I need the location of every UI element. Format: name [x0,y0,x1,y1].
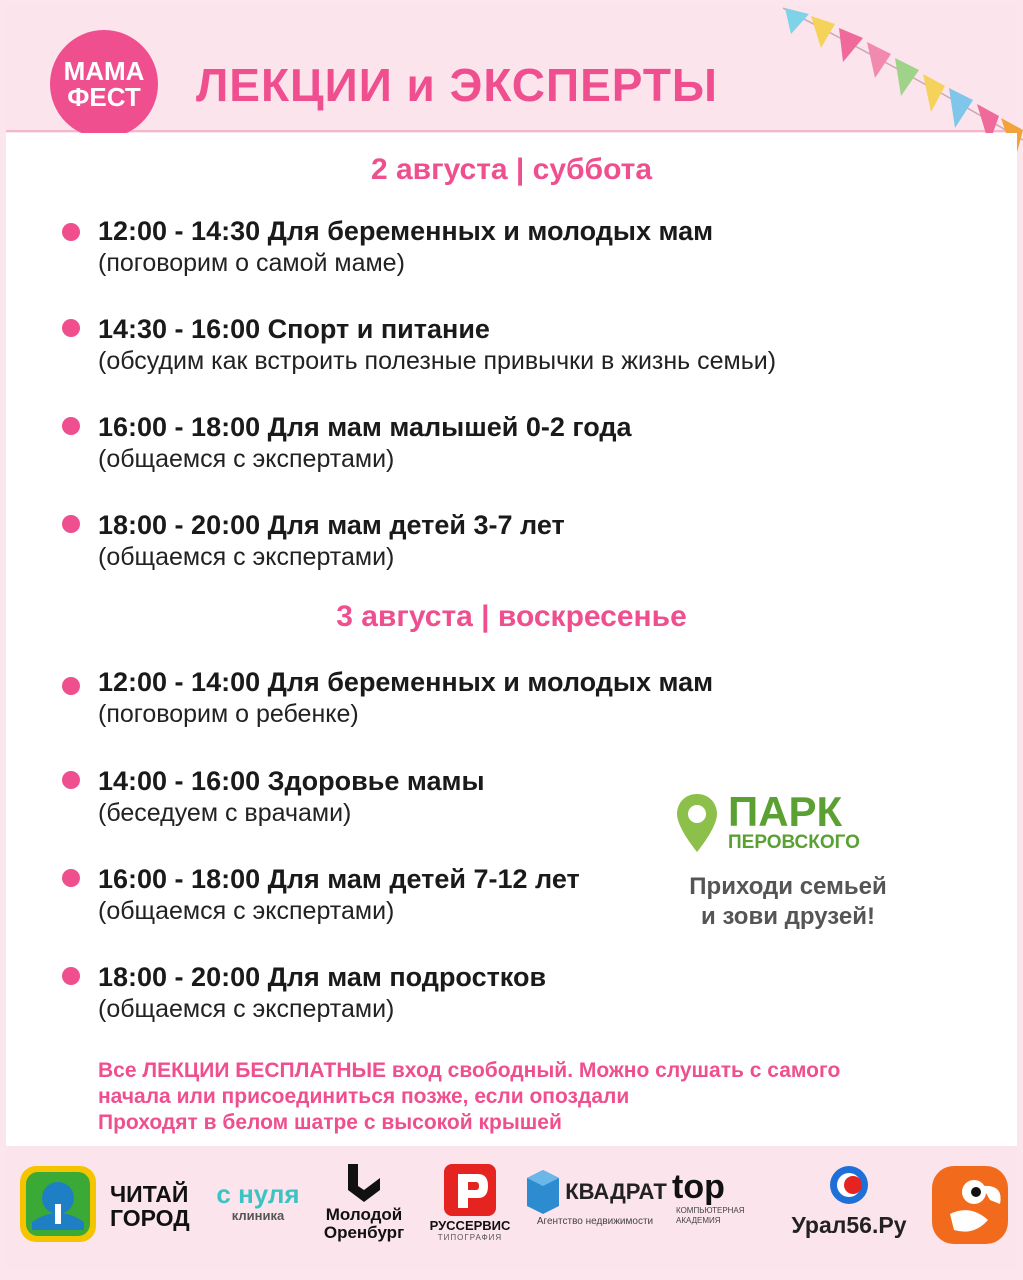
event-item [98,313,776,377]
bullet-icon [62,869,80,887]
partner-molodoy-orenburg-logo [316,1160,412,1242]
park-name: ПАРК [728,788,843,835]
bullet-icon [62,515,80,533]
park-slogan-line-1: Приходи семьей [689,873,887,900]
event-item [98,215,713,279]
ural56-name: Урал56.Ру [791,1212,907,1238]
partner-kvadrat-logo [522,1168,668,1227]
logo-line-1: МАМА [63,56,145,86]
bullet-icon [62,967,80,985]
top-name: top [672,1168,725,1206]
info-note-line-3: Проходят в белом шатре с высокой крышей [98,1111,562,1134]
event-title: 12:00 - 14:00 Для беременных и молодых мам [98,667,714,697]
event-item [98,666,713,730]
partner-dodo-bird-logo [930,1164,1010,1246]
event-title: 16:00 - 18:00 Для мам малышей 0-2 года [98,412,632,442]
event-item [98,765,485,829]
event-title: 14:30 - 16:00 Спорт и питание [98,314,490,344]
event-item [98,863,580,927]
map-pin-icon [674,792,720,854]
snulya-name: с нуля [216,1179,300,1209]
event-item [98,961,546,1025]
chitai-line-2: ГОРОД [110,1205,190,1231]
kvadrat-sub: Агентство недвижимости [536,1216,654,1227]
top-sub-line-2: АКАДЕМИЯ [676,1216,721,1225]
partner-chitai-gorod-logo [110,1182,206,1230]
event-title: 14:00 - 16:00 Здоровье мамы [98,766,485,796]
bullet-icon [62,677,80,695]
kvadrat-icon [523,1168,563,1216]
kvadrat-name: КВАДРАТ [565,1179,667,1204]
park-name-sub: ПЕРОВСКОГО [728,832,860,853]
russervis-icon [442,1162,498,1218]
event-description: (общаемся с экспертами) [98,445,395,473]
partners-footer [6,1146,1017,1270]
snulya-sub: клиника [231,1208,285,1223]
schedule-content [6,133,1017,1146]
event-description: (общаемся с экспертами) [98,543,395,571]
chitai-line-1: ЧИТАЙ [110,1181,189,1207]
event-title: 12:00 - 14:30 Для беременных и молодых мам [98,216,714,246]
event-title: 18:00 - 20:00 Для мам подростков [98,962,547,992]
partner-green-tree-logo [18,1164,98,1244]
ural56-icon [828,1164,870,1206]
mamafest-logo [50,30,158,138]
park-slogan [670,872,906,932]
event-description: (беседуем с врачами) [98,799,352,827]
info-note [98,1058,978,1136]
page-title: ЛЕКЦИИ и ЭКСПЕРТЫ [196,59,718,111]
logo-line-2: ФЕСТ [67,82,141,112]
molodoy-line-1: Молодой [325,1205,403,1224]
event-item [98,411,632,475]
bullet-icon [62,771,80,789]
partner-ural56-logo [776,1164,922,1239]
russervis-sub: ТИПОГРАФИЯ [437,1233,503,1242]
molodoy-orenburg-icon [342,1160,386,1206]
bullet-icon [62,417,80,435]
event-description: (общаемся с экспертами) [98,995,395,1023]
event-item [98,509,565,573]
bullet-icon [62,319,80,337]
event-description: (поговорим о ребенке) [98,700,359,728]
molodoy-line-2: Оренбург [323,1223,405,1242]
event-title: 16:00 - 18:00 Для мам детей 7-12 лет [98,864,580,894]
park-slogan-line-2: и зови друзей! [701,903,875,930]
info-note-line-1: Все ЛЕКЦИИ БЕСПЛАТНЫЕ вход свободный. Можно слушать с самого [98,1059,841,1082]
partner-s-nulya-logo [206,1180,310,1223]
bullet-icon [62,223,80,241]
russervis-name: РУССЕРВИС [429,1218,511,1233]
top-sub-line-1: КОМПЬЮТЕРНАЯ [676,1206,745,1215]
event-title: 18:00 - 20:00 Для мам детей 3-7 лет [98,510,565,540]
info-note-line-2: начала или присоединиться позже, если опоздали [98,1085,630,1108]
event-description: (поговорим о самой маме) [98,249,405,277]
event-description: (обсудим как встроить полезные привычки в жизнь семьи) [98,347,777,375]
partner-russervis-logo [420,1162,520,1242]
partner-top-academy-logo [672,1168,772,1226]
day-heading-1: 2 августа | суббота [370,153,653,186]
event-description: (общаемся с экспертами) [98,897,395,925]
day-heading-2: 3 августа | воскресенье [336,600,687,633]
